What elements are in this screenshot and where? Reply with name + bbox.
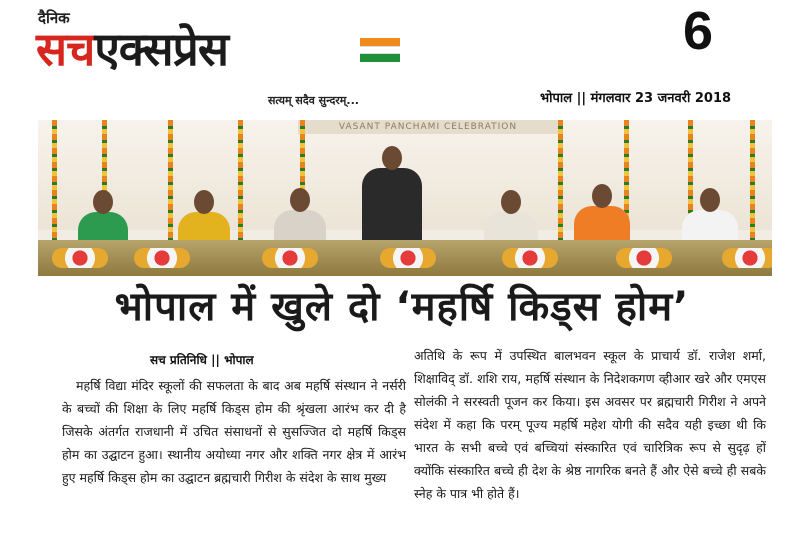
article-byline: सच प्रतिनिधि || भोपाल xyxy=(150,353,254,367)
photo-banner-text: VASANT PANCHAMI CELEBRATION xyxy=(298,120,558,134)
event-photo xyxy=(38,120,772,276)
masthead-tagline: सत्यम् सदैव सुन्दरम्... xyxy=(268,94,359,107)
tricolor-flag-icon xyxy=(360,38,400,62)
article-text-right: अतिथि के रूप में उपस्थित बालभवन स्कूल के प्राचार्य डॉ. राजेश शर्मा, शिक्षाविद् डॉ. शशि राय, महर्षि संस्थान के निदेशकगण व्हीआर खरे और एमएस सोलंकी ने सरस्वती पूजन कर किया। इस अवसर पर ब्रह्मचारी गिरीश ने अपने संदेश में कहा कि परम् पूज्य महर्षि महेश योगी की सदैव यही इच्छा थी कि भारत के सभी बच्चे एवं बच्चियां संस्कारित एवं चारित्रिक रूप से सुदृढ़ हों क्योंकि संस्कारित बच्चे ही देश के श्रेष्ठ नागरिक बनते हैं और ऐसे बच्चे ही सबके स्नेह के पात्र भी होते हैं। xyxy=(414,348,766,501)
logo-brand-red: सच xyxy=(36,22,95,76)
article-column-right xyxy=(414,344,766,505)
masthead-pre-title: दैनिक xyxy=(38,9,70,27)
logo-brand-black: एक्सप्रेस xyxy=(94,22,228,76)
article-text-left: महर्षि विद्या मंदिर स्कूलों की सफलता के बाद अब महर्षि संस्थान ने नर्सरी के बच्चों की शिक्षा के लिए महर्षि किड्स होम की श्रृंखला आरंभ कर दी है जिसके अंतर्गत राजधानी में उचित संसाधनों से सुसज्जित दो महर्षि किड्स होम का उद्घाटन हुआ। स्थानीय अयोध्या नगर और शक्ति नगर क्षेत्र में आरंभ हुए महर्षि किड्स होम का उद्घाटन ब्रह्मचारी गिरीश के संदेश के साथ मुख्य xyxy=(62,378,406,485)
masthead xyxy=(0,0,800,118)
article-column-left xyxy=(40,374,406,489)
dateline: भोपाल || मंगलवार 23 जनवरी 2018 xyxy=(540,91,732,106)
newspaper-logo xyxy=(36,22,228,76)
article-headline: भोपाल में खुले दो ‘महर्षि किड्स होम’ xyxy=(114,284,690,330)
page-number: 6 xyxy=(683,1,714,61)
